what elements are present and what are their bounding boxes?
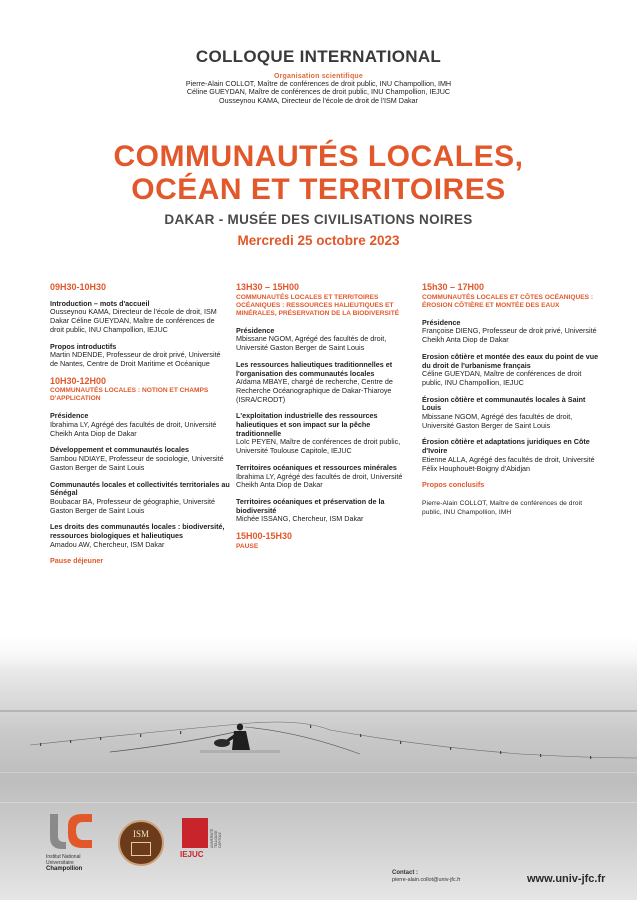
program-item-body: Amadou AW, Chercheur, ISM Dakar (50, 539, 165, 549)
session-time: 09H30-10H30 (50, 282, 107, 292)
seal-icon (182, 818, 208, 848)
program-item-title: Territoires océaniques et ressources minérales (236, 462, 397, 472)
conclusion-body: Pierre-Alain COLLOT, Maître de conférences de droit public, INU Champollion, IMH (422, 499, 583, 516)
ism-text: ISM (132, 829, 149, 839)
iejuc-side-text: UNIVERSITÉ TOULOUSE CAPITOLE (210, 828, 222, 848)
program-column-morning (50, 283, 230, 566)
program-item-body: Martin NDENDE, Professeur de droit privé, Université de Nantes, Centre de Droit Maritime et Océanique (50, 350, 221, 368)
header (0, 47, 637, 105)
program-item-title: Les ressources halieutiques traditionnelles et l'organisation des communautés locales (236, 359, 393, 378)
program-item-body: Loïc PEYEN, Maître de conférences de droit public, Université Toulouse Capitole, IEJUC (236, 437, 401, 456)
colloque-title: COLLOQUE INTERNATIONAL (195, 47, 442, 66)
contact-email[interactable]: pierre-alain.collot@univ-jfc.fr (392, 877, 461, 883)
program-item-body: Ibrahima LY, Agrégé des facultés de droit, Université Cheikh Anta Diop de Dakar (50, 420, 217, 438)
program-item (50, 523, 230, 549)
program-item-title: Développement et communautés locales (50, 445, 190, 455)
program-item (50, 481, 230, 516)
session-time: 10H30-12H00 (50, 375, 107, 386)
contact-label: Contact : (392, 870, 418, 876)
program-item-body: Boubacar BA, Professeur de géographie, Université Gaston Berger de Saint Louis (50, 496, 216, 515)
session-title: COMMUNAUTÉS LOCALES : NOTION ET CHAMPS D'APPLICATION (50, 387, 209, 403)
org-line: Céline GUEYDAN, Maître de conférences de droit public, INU Champollion, IEJUC (186, 87, 451, 97)
pause-label: PAUSE (236, 542, 259, 550)
program-item-title: Erosion côtière et montée des eaux du point de vue du droit de l'urbanisme français (422, 351, 599, 370)
program-item-body: Aïdama MBAYE, chargé de recherche, Centre de Recherche Océanographique de Dakar-Thiaroye (ISRA/CRODT) (236, 377, 393, 404)
program-item-body: Mbissane NGOM, Agrégé des facultés de droit, Université Gaston Berger de Saint Louis (422, 412, 573, 430)
org-line: Ousseynou KAMA, Directeur de l'école de droit de l'ISM Dakar (219, 95, 418, 105)
program-item (422, 396, 602, 431)
program-item (236, 464, 416, 490)
venue: DAKAR - MUSÉE DES CIVILISATIONS NOIRES (164, 212, 473, 227)
program-item-title: Propos introductifs (50, 341, 117, 351)
ism-logo (118, 820, 164, 866)
uc-line: Champollion (46, 866, 83, 872)
session-time: 15H00-15H30 (236, 531, 293, 542)
program-item (50, 300, 230, 335)
program-item-body: Sambou NDIAYE, Professeur de sociologie, Université Gaston Berger de Saint Louis (50, 454, 224, 472)
session-time: 15h30 – 17H00 (422, 282, 485, 292)
uc-line: Universitaire (46, 860, 74, 866)
program-item-body: Françoise DIENG, Professeur de droit privé, Université Cheikh Anta Diop de Dakar (422, 326, 597, 345)
program-item-title: Érosion côtière et adaptations juridiques en Côte d'Ivoire (422, 437, 590, 456)
program-item (50, 412, 230, 438)
program-item-body: Michée ISSANG, Chercheur, ISM Dakar (236, 514, 364, 524)
program-item-title: Communautés locales et collectivités territoriales au Sénégal (50, 479, 230, 498)
pause-label: Pause déjeuner (50, 556, 104, 566)
program-item (422, 319, 602, 345)
building-icon (131, 842, 151, 856)
main-title-line1: COMMUNAUTÉS LOCALES, (113, 140, 524, 173)
program-item (236, 498, 416, 524)
event-date: Mercredi 25 octobre 2023 (237, 233, 400, 248)
main-title-line2: OCÉAN ET TERRITOIRES (131, 173, 506, 206)
program-item-title: Érosion côtière et communautés locales à Saint Louis (422, 394, 586, 413)
program-item-body: Ibrahima LY, Agrégé des facultés de droit, Université Cheikh Anta Diop de Dakar (236, 471, 403, 490)
main-title (0, 140, 637, 206)
program-column-late-afternoon (422, 283, 602, 517)
website-link[interactable]: www.univ-jfc.fr (527, 873, 606, 885)
program-item-title: Introduction – mots d'accueil (50, 298, 150, 308)
program-item (422, 353, 602, 388)
program-item-title: Présidence (236, 325, 275, 335)
session-title: COMMUNAUTÉS LOCALES ET CÔTES OCÉANIQUES : ÉROSION CÔTIÈRE ET MONTÉE DES EAUX (422, 293, 594, 309)
contact-info (392, 870, 460, 884)
program-item-title: L'exploitation industrielle des ressources halieutiques et son impact sur la pêche traditionnelle (236, 411, 378, 438)
program-item-title: Présidence (50, 411, 89, 421)
program-item (236, 361, 416, 405)
org-title: Organisation scientifique (273, 73, 363, 80)
session-time: 13H30 – 15H00 (236, 282, 300, 292)
program-item (50, 446, 230, 472)
program-item-title: Les droits des communautés locales : biodiversité, ressources biologiques et halieutiques (50, 522, 225, 541)
org-line: Pierre-Alain COLLOT, Maître de conférences de droit public, INU Champollion, IMH (185, 79, 452, 88)
uc-icon (46, 812, 96, 850)
program-item (50, 343, 230, 369)
uc-text (46, 854, 82, 872)
champollion-logo (46, 812, 106, 892)
iejuc-logo (180, 818, 222, 874)
program-item-body: Etienne ALLA, Agrégé des facultés de droit, Université Félix Houphouët-Boigny d'Abidjan (422, 454, 595, 473)
session-title: COMMUNAUTÉS LOCALES ET TERRITOIRES OCÉANIQUES : RESSOURCES HALIEUTIQUES ET MINÉRALES, PRÉSERVATION DE LA BIODIVERSITÉ (236, 293, 400, 317)
conclusion-title: Propos conclusifs (422, 480, 485, 490)
program-column-afternoon (236, 283, 416, 560)
program-item-title: Territoires océaniques et préservation de la biodiversité (236, 496, 385, 515)
program-item-body: Ousseynou KAMA, Directeur de l'école de droit, ISM Dakar Céline GUEYDAN, Maître de conférences de droit public, INU Champollion, IEJUC (50, 307, 217, 334)
iejuc-text: IEJUC (180, 850, 204, 859)
program-item-body: Céline GUEYDAN, Maître de conférences de droit public, INU Champollion, IEJUC (422, 369, 582, 387)
uc-line: Institut National (46, 854, 81, 860)
program-item-title: Présidence (422, 317, 461, 327)
program-item-body: Mbissane NGOM, Agrégé des facultés de droit, Université Gaston Berger de Saint Louis (236, 334, 387, 353)
program-item (422, 438, 602, 473)
logos-row (0, 800, 637, 900)
program-item (236, 412, 416, 456)
program-item (236, 327, 416, 353)
